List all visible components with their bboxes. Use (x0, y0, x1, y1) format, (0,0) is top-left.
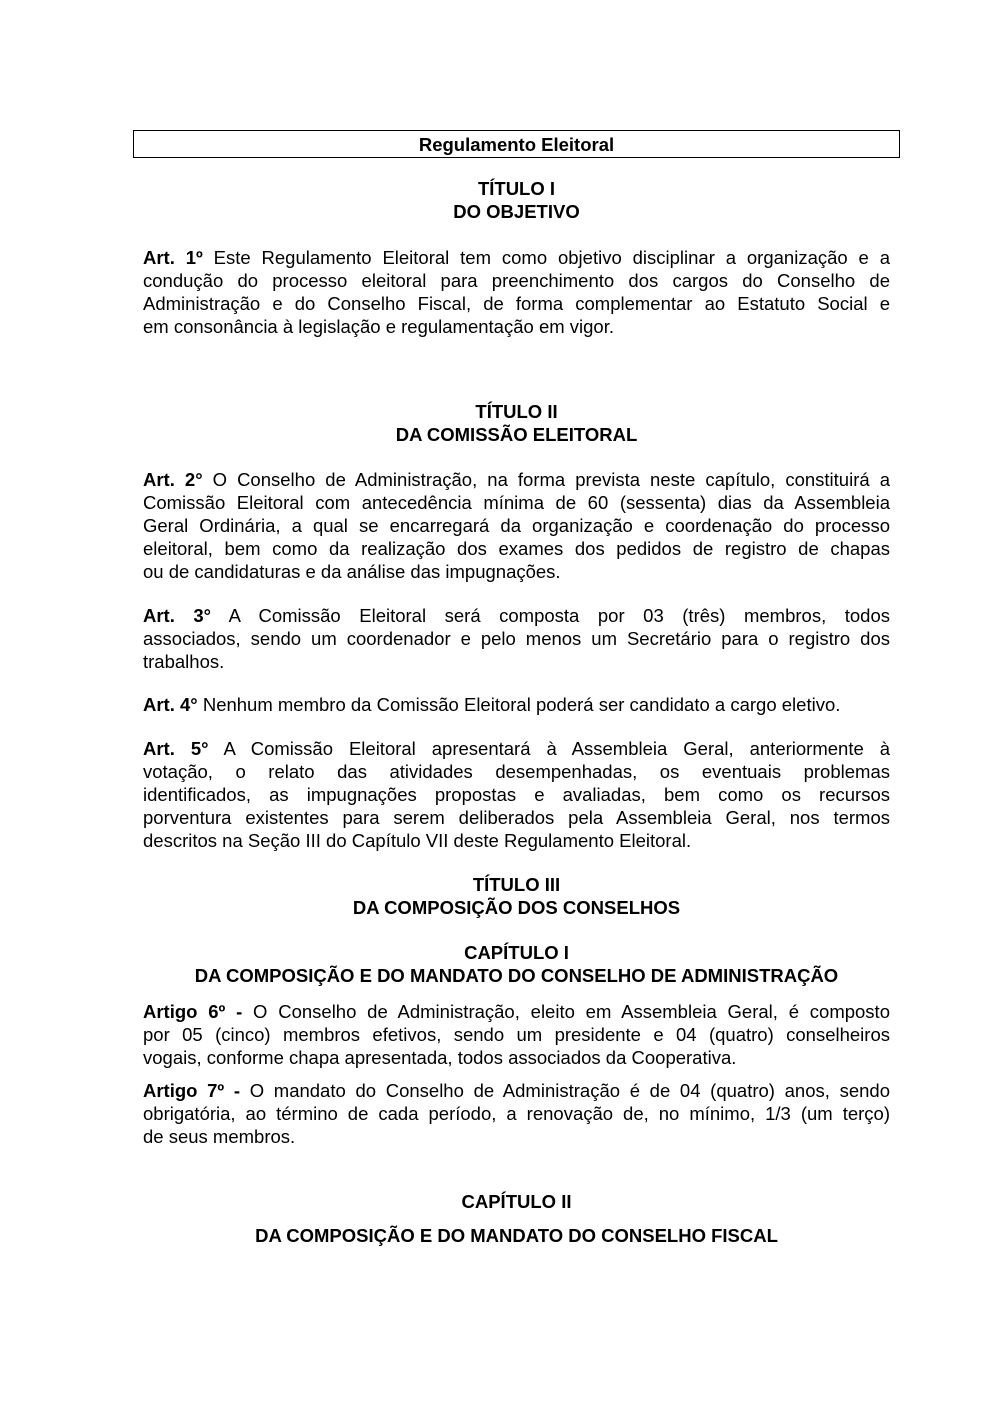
article-label: Art. 4° (143, 694, 198, 715)
paragraph-line: por 05 (cinco) membros efetivos, sendo um presidente e 04 (quatro) conselheiros (143, 1024, 890, 1045)
paragraph-line: descritos na Seção III do Capítulo VII deste Regulamento Eleitoral. (143, 830, 692, 851)
article-label: Art. 1º (143, 247, 203, 268)
paragraph-line (143, 1079, 890, 1102)
heading-capitulo-2: CAPÍTULO II (461, 1191, 572, 1212)
article-7 (143, 1079, 890, 1148)
paragraph-line: condução do processo eleitoral para preenchimento dos cargos do Conselho de (143, 270, 890, 291)
article-text: Nenhum membro da Comissão Eleitoral poderá ser candidato a cargo eletivo. (197, 694, 841, 715)
article-1 (143, 246, 890, 338)
paragraph-line: ou de candidaturas e da análise das impugnações. (143, 561, 561, 582)
heading-line: CAPÍTULO I (464, 942, 569, 963)
article-6 (143, 1000, 890, 1069)
paragraph-line (143, 604, 890, 627)
paragraph-line: associados, sendo um coordenador e pelo menos um Secretário para o registro dos (143, 628, 890, 649)
article-label: Art. 5° (143, 738, 209, 759)
article-2 (143, 468, 890, 583)
article-text: O Conselho de Administração, na forma prevista neste capítulo, constituirá a (202, 469, 890, 490)
heading-titulo-2 (143, 400, 890, 446)
heading-line: DO OBJETIVO (453, 201, 580, 222)
article-label: Artigo 7º - (143, 1080, 241, 1101)
heading-titulo-3 (143, 873, 890, 919)
heading-line: DA COMISSÃO ELEITORAL (395, 424, 638, 445)
paragraph-line (143, 693, 890, 716)
paragraph-line (143, 468, 890, 491)
paragraph-line: obrigatória, ao término de cada período, a renovação de, no mínimo, 1/3 (um terço) (143, 1103, 890, 1124)
article-text: A Comissão Eleitoral será composta por 03 (três) membros, todos (211, 605, 891, 626)
article-text: O mandato do Conselho de Administração é de 04 (quatro) anos, sendo (240, 1080, 890, 1101)
paragraph-line: trabalhos. (143, 651, 225, 672)
paragraph-line: em consonância à legislação e regulamentação em vigor. (143, 316, 615, 337)
article-label: Art. 2° (143, 469, 203, 490)
paragraph-line: votação, o relato das atividades desempenhadas, os eventuais problemas (143, 761, 890, 782)
heading-line: DA COMPOSIÇÃO DOS CONSELHOS (352, 897, 681, 918)
paragraph-line (143, 737, 890, 760)
article-text: Este Regulamento Eleitoral tem como objetivo disciplinar a organização e a (202, 247, 890, 268)
paragraph-line: vogais, conforme chapa apresentada, todos associados da Cooperativa. (143, 1047, 737, 1068)
heading-line: TÍTULO III (472, 874, 561, 895)
heading-titulo-1 (143, 177, 890, 223)
heading-line: DA COMPOSIÇÃO E DO MANDATO DO CONSELHO DE ADMINISTRAÇÃO (194, 965, 839, 986)
paragraph-line: eleitoral, bem como da realização dos exames dos pedidos de registro de chapas (143, 538, 890, 559)
article-text: A Comissão Eleitoral apresentará à Assembleia Geral, anteriormente à (208, 738, 891, 759)
paragraph-line: porventura existentes para serem deliberados pela Assembleia Geral, nos termos (143, 807, 890, 828)
paragraph-line: Geral Ordinária, a qual se encarregará da organização e coordenação do processo (143, 515, 890, 536)
heading-line: TÍTULO I (477, 178, 556, 199)
paragraph-line (143, 1000, 890, 1023)
paragraph-line: Comissão Eleitoral com antecedência mínima de 60 (sessenta) dias da Assembleia (143, 492, 890, 513)
article-label: Artigo 6º - (143, 1001, 243, 1022)
article-label: Art. 3° (143, 605, 212, 626)
heading-capitulo-2-subtitle: DA COMPOSIÇÃO E DO MANDATO DO CONSELHO FISCAL (255, 1225, 778, 1246)
heading-capitulo-1 (143, 941, 890, 987)
article-text: O Conselho de Administração, eleito em Assembleia Geral, é composto (242, 1001, 890, 1022)
paragraph-line: Administração e do Conselho Fiscal, de forma complementar ao Estatuto Social e (143, 293, 890, 314)
paragraph-line (143, 246, 890, 269)
document-title: Regulamento Eleitoral (133, 130, 900, 158)
paragraph-line: de seus membros. (143, 1126, 296, 1147)
article-3 (143, 604, 890, 673)
article-5 (143, 737, 890, 852)
heading-line: TÍTULO II (475, 401, 558, 422)
paragraph-line: identificados, as impugnações propostas e avaliadas, bem como os recursos (143, 784, 890, 805)
article-4 (143, 693, 890, 716)
